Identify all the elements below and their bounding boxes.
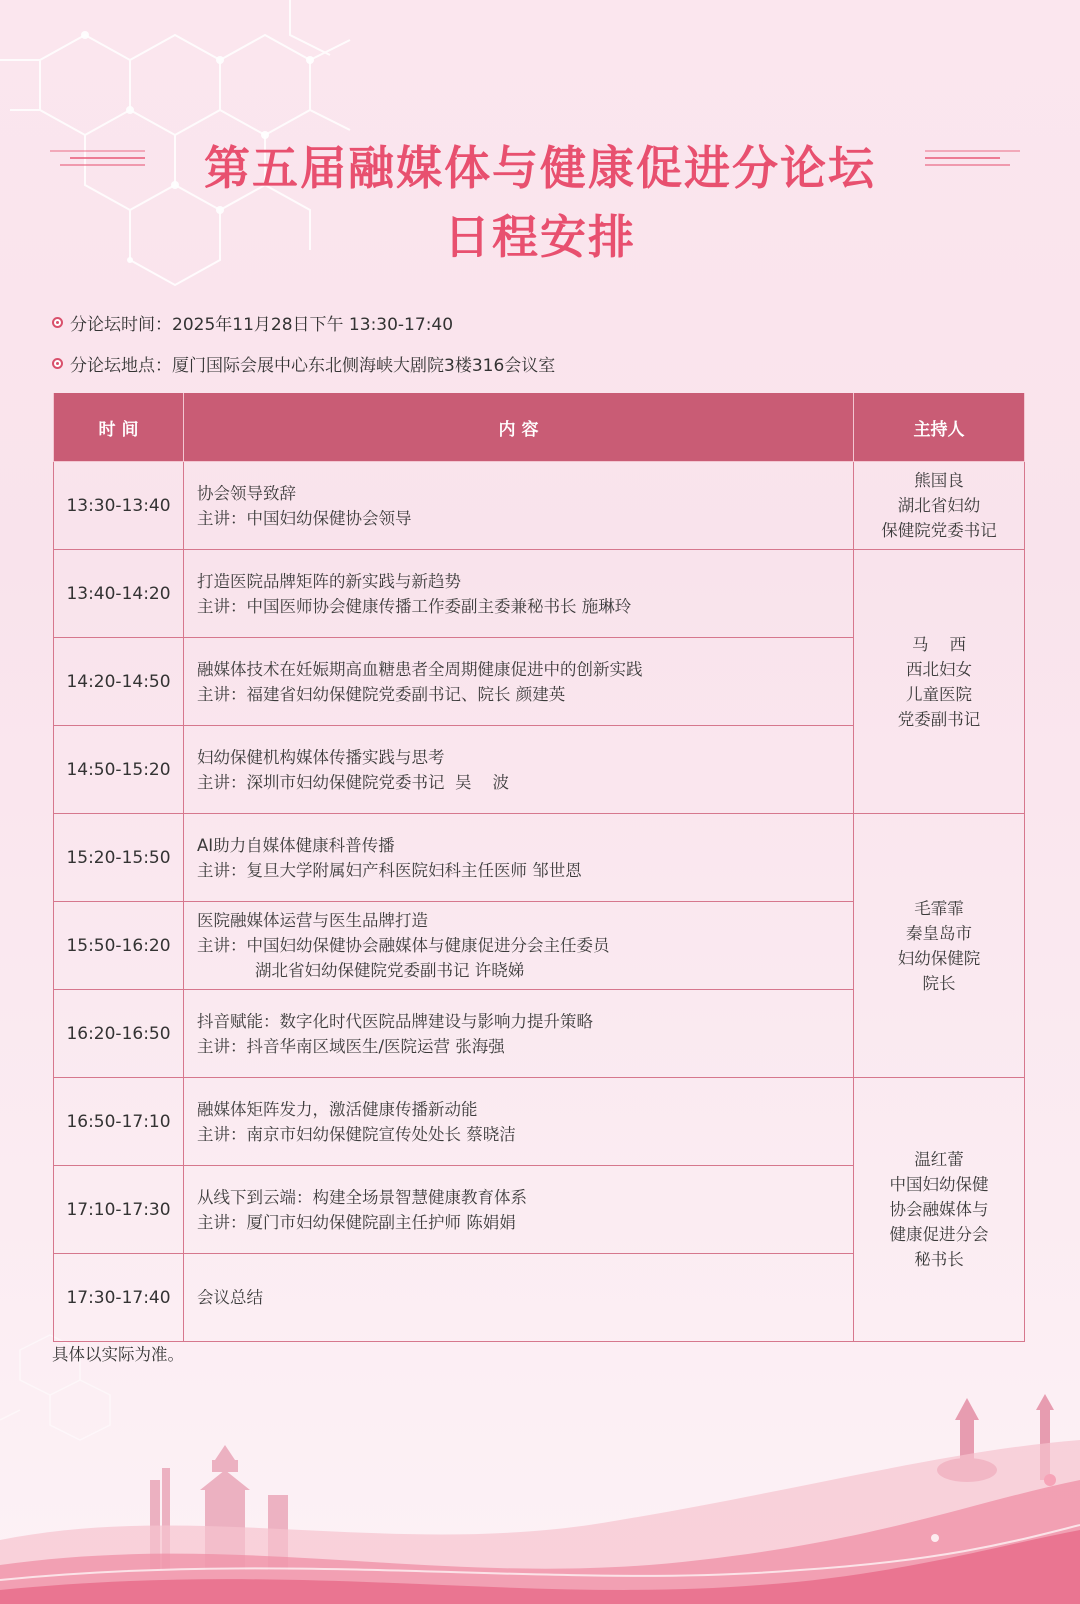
forum-place-label: 分论坛地点：: [70, 356, 172, 376]
session-topic: 融媒体矩阵发力，激活健康传播新动能: [197, 1099, 478, 1119]
session-speaker: 主讲：厦门市妇幼保健院副主任护师 陈娟娟: [197, 1212, 516, 1232]
header-host: 主持人: [854, 393, 1025, 462]
session-content: [184, 1254, 854, 1342]
table-row: [54, 462, 1025, 550]
forum-time-label: 分论坛时间：: [70, 315, 172, 335]
host-cell: [854, 550, 1025, 814]
header-content: 内 容: [184, 393, 854, 462]
session-speaker: 主讲：南京市妇幼保健院宣传处处长 蔡晓洁: [197, 1124, 516, 1144]
session-topic: AI助力自媒体健康科普传播: [197, 835, 395, 855]
bullet-icon: [52, 317, 63, 328]
session-content: [184, 1166, 854, 1254]
session-content: [184, 726, 854, 814]
bullet-icon: [52, 358, 63, 369]
host-line: 西北妇女: [906, 659, 972, 679]
host-line: 熊国良: [914, 471, 964, 490]
host-line: 协会融媒体与: [889, 1200, 989, 1219]
host-line: 秦皇岛市: [906, 923, 972, 943]
table-row: [54, 550, 1025, 638]
host-cell: [854, 1078, 1025, 1342]
host-line: 儿童医院: [906, 684, 972, 704]
session-time: 16:50-17:10: [54, 1078, 184, 1166]
session-content: [184, 1078, 854, 1166]
session-topic: 打造医院品牌矩阵的新实践与新趋势: [197, 571, 461, 591]
table-row: [54, 814, 1025, 902]
session-time: 14:20-14:50: [54, 638, 184, 726]
host-line: 湖北省妇幼: [897, 496, 981, 515]
session-content: [184, 990, 854, 1078]
session-topic: 融媒体技术在妊娠期高血糖患者全周期健康促进中的创新实践: [197, 659, 643, 679]
host-line: 院长: [922, 973, 956, 993]
session-time: 15:20-15:50: [54, 814, 184, 902]
session-time: 14:50-15:20: [54, 726, 184, 814]
host-line: 毛霏霏: [914, 898, 964, 918]
session-content: [184, 638, 854, 726]
session-speaker: 主讲：复旦大学附属妇产科医院妇科主任医师 邹世恩: [197, 860, 582, 880]
footnote: 具体以实际为准。: [52, 1345, 184, 1364]
host-line: 温红蕾: [914, 1150, 964, 1169]
session-topic: 会议总结: [197, 1288, 263, 1307]
session-time: 17:10-17:30: [54, 1166, 184, 1254]
host-line: 中国妇幼保健: [889, 1175, 989, 1194]
session-content: [184, 814, 854, 902]
schedule-table: [53, 393, 1025, 1342]
session-topic: 抖音赋能：数字化时代医院品牌建设与影响力提升策略: [197, 1011, 593, 1031]
forum-time-value: 2025年11月28日下午 13:30-17:40: [172, 315, 454, 335]
session-speaker: 主讲：深圳市妇幼保健院党委书记 吴 波: [197, 772, 509, 792]
session-time: 13:30-13:40: [54, 462, 184, 550]
host-line: 保健院党委书记: [881, 521, 997, 540]
host-cell: [854, 462, 1025, 550]
forum-place-value: 厦门国际会展中心东北侧海峡大剧院3楼316会议室: [172, 356, 556, 376]
session-speaker: 主讲：中国妇幼保健协会领导: [197, 508, 412, 528]
session-topic: 协会领导致辞: [197, 483, 296, 503]
page-title: 第五届融媒体与健康促进分论坛: [204, 141, 876, 195]
host-line: 马 西: [912, 634, 966, 654]
session-topic: 妇幼保健机构媒体传播实践与思考: [197, 747, 445, 767]
session-time: 16:20-16:50: [54, 990, 184, 1078]
session-speaker-title: 湖北省妇幼保健院党委副书记 许晓娣: [255, 961, 525, 980]
table-header-row: [54, 393, 1025, 462]
session-speaker: 主讲：福建省妇幼保健院党委副书记、院长 颜建英: [197, 684, 566, 704]
forum-place: [52, 351, 555, 376]
session-time: 15:50-16:20: [54, 902, 184, 990]
host-line: 妇幼保健院: [897, 948, 981, 968]
host-line: 秘书长: [914, 1250, 964, 1269]
host-line: 健康促进分会: [889, 1225, 989, 1244]
page-subtitle: 日程安排: [444, 210, 636, 264]
table-row: [54, 1078, 1025, 1166]
session-content: [184, 550, 854, 638]
session-time: 13:40-14:20: [54, 550, 184, 638]
forum-time: [52, 310, 453, 335]
session-topic: 医院融媒体运营与医生品牌打造: [197, 911, 428, 930]
session-content: [184, 902, 854, 990]
session-time: 17:30-17:40: [54, 1254, 184, 1342]
session-speaker: 主讲：中国医师协会健康传播工作委副主委兼秘书长 施琳玲: [197, 596, 632, 616]
header-time: 时 间: [54, 393, 184, 462]
session-topic: 从线下到云端：构建全场景智慧健康教育体系: [197, 1187, 527, 1207]
session-content: [184, 462, 854, 550]
host-line: 党委副书记: [897, 709, 981, 729]
host-cell: [854, 814, 1025, 1078]
session-speaker: 主讲：抖音华南区域医生/医院运营 张海强: [197, 1036, 505, 1056]
session-speaker: 主讲：中国妇幼保健协会融媒体与健康促进分会主任委员: [197, 936, 610, 955]
